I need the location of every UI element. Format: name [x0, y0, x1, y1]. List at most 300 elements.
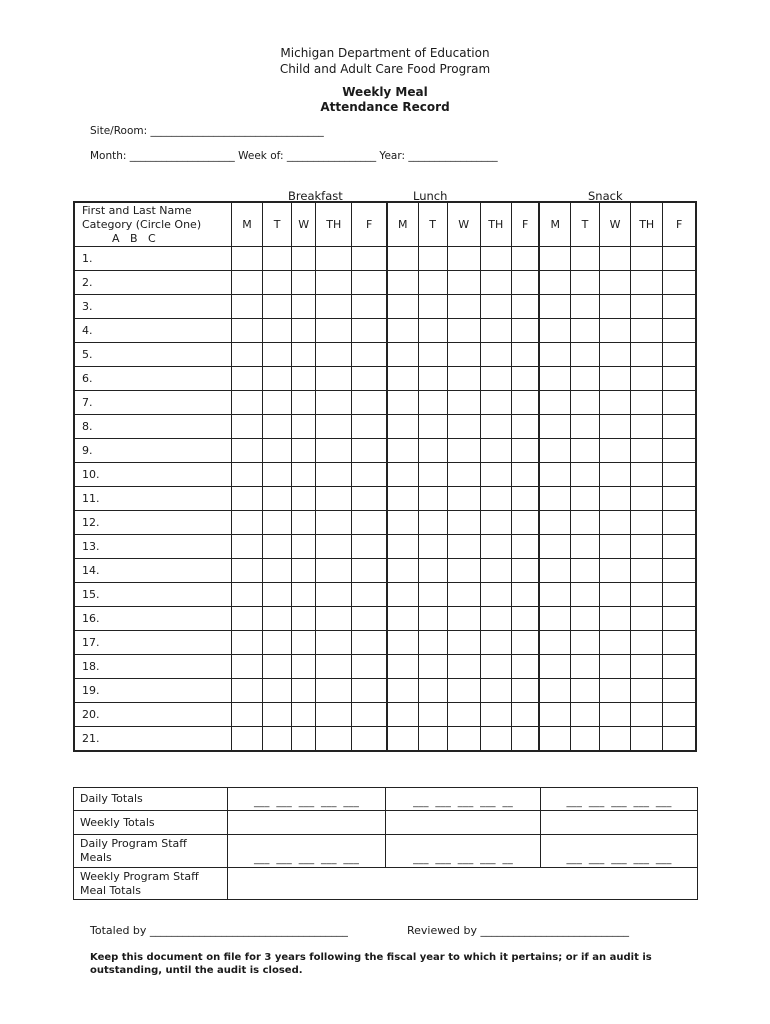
attendance-cell[interactable]	[316, 271, 352, 295]
attendance-cell[interactable]	[570, 319, 599, 343]
attendance-cell[interactable]	[263, 487, 292, 511]
attendance-cell[interactable]	[232, 583, 263, 607]
attendance-cell[interactable]	[352, 415, 387, 439]
attendance-cell[interactable]	[447, 247, 480, 271]
attendance-cell[interactable]	[387, 559, 418, 583]
participant-name-cell[interactable]: 10.	[74, 463, 232, 487]
attendance-cell[interactable]	[352, 319, 387, 343]
attendance-cell[interactable]	[600, 679, 631, 703]
attendance-cell[interactable]	[232, 439, 263, 463]
participant-name-cell[interactable]: 13.	[74, 535, 232, 559]
attendance-cell[interactable]	[480, 535, 511, 559]
attendance-cell[interactable]	[232, 319, 263, 343]
attendance-cell[interactable]	[600, 703, 631, 727]
attendance-cell[interactable]	[631, 607, 663, 631]
attendance-cell[interactable]	[600, 247, 631, 271]
attendance-cell[interactable]	[447, 631, 480, 655]
attendance-cell[interactable]	[511, 511, 539, 535]
attendance-cell[interactable]	[387, 391, 418, 415]
attendance-cell[interactable]	[387, 511, 418, 535]
attendance-cell[interactable]	[511, 343, 539, 367]
attendance-cell[interactable]	[539, 583, 570, 607]
attendance-cell[interactable]	[447, 319, 480, 343]
attendance-cell[interactable]	[539, 607, 570, 631]
attendance-cell[interactable]	[263, 367, 292, 391]
attendance-cell[interactable]	[387, 727, 418, 752]
attendance-cell[interactable]	[316, 295, 352, 319]
attendance-cell[interactable]	[352, 271, 387, 295]
attendance-cell[interactable]	[418, 319, 447, 343]
reviewed-by-field[interactable]: Reviewed by ___________________________	[407, 924, 629, 937]
attendance-cell[interactable]	[600, 727, 631, 752]
attendance-cell[interactable]	[511, 487, 539, 511]
attendance-cell[interactable]	[292, 583, 316, 607]
attendance-cell[interactable]	[447, 727, 480, 752]
attendance-cell[interactable]	[663, 679, 696, 703]
attendance-cell[interactable]	[600, 271, 631, 295]
attendance-cell[interactable]	[263, 655, 292, 679]
attendance-cell[interactable]	[663, 583, 696, 607]
attendance-cell[interactable]	[663, 655, 696, 679]
attendance-cell[interactable]	[631, 535, 663, 559]
attendance-cell[interactable]	[418, 271, 447, 295]
totaled-by-field[interactable]: Totaled by ____________________________________	[90, 924, 348, 937]
attendance-cell[interactable]	[631, 439, 663, 463]
daily-staff-lunch-blanks[interactable]: ___ ___ ___ ___ __	[386, 835, 541, 868]
attendance-cell[interactable]	[480, 727, 511, 752]
attendance-cell[interactable]	[292, 727, 316, 752]
attendance-cell[interactable]	[570, 415, 599, 439]
attendance-cell[interactable]	[292, 511, 316, 535]
attendance-cell[interactable]	[387, 271, 418, 295]
attendance-cell[interactable]	[663, 487, 696, 511]
attendance-cell[interactable]	[352, 535, 387, 559]
attendance-cell[interactable]	[447, 535, 480, 559]
attendance-cell[interactable]	[232, 655, 263, 679]
attendance-cell[interactable]	[418, 631, 447, 655]
attendance-cell[interactable]	[263, 463, 292, 487]
attendance-cell[interactable]	[263, 247, 292, 271]
participant-name-cell[interactable]: 1.	[74, 247, 232, 271]
attendance-cell[interactable]	[316, 343, 352, 367]
attendance-cell[interactable]	[539, 247, 570, 271]
attendance-cell[interactable]	[316, 247, 352, 271]
attendance-cell[interactable]	[600, 511, 631, 535]
attendance-cell[interactable]	[263, 511, 292, 535]
attendance-cell[interactable]	[539, 511, 570, 535]
attendance-cell[interactable]	[316, 583, 352, 607]
attendance-cell[interactable]	[387, 247, 418, 271]
attendance-cell[interactable]	[663, 295, 696, 319]
weekly-totals-breakfast-cell[interactable]	[228, 811, 386, 835]
attendance-cell[interactable]	[600, 655, 631, 679]
attendance-cell[interactable]	[263, 583, 292, 607]
daily-totals-breakfast-blanks[interactable]: ___ ___ ___ ___ ___	[228, 788, 386, 811]
attendance-cell[interactable]	[352, 655, 387, 679]
attendance-cell[interactable]	[292, 487, 316, 511]
attendance-cell[interactable]	[600, 295, 631, 319]
attendance-cell[interactable]	[631, 487, 663, 511]
attendance-cell[interactable]	[539, 271, 570, 295]
attendance-cell[interactable]	[263, 559, 292, 583]
attendance-cell[interactable]	[600, 343, 631, 367]
attendance-cell[interactable]	[631, 319, 663, 343]
attendance-cell[interactable]	[418, 391, 447, 415]
attendance-cell[interactable]	[352, 727, 387, 752]
attendance-cell[interactable]	[539, 631, 570, 655]
attendance-cell[interactable]	[387, 343, 418, 367]
attendance-cell[interactable]	[263, 679, 292, 703]
attendance-cell[interactable]	[631, 703, 663, 727]
attendance-cell[interactable]	[418, 247, 447, 271]
attendance-cell[interactable]	[480, 271, 511, 295]
attendance-cell[interactable]	[447, 607, 480, 631]
attendance-cell[interactable]	[600, 439, 631, 463]
attendance-cell[interactable]	[511, 295, 539, 319]
attendance-cell[interactable]	[292, 535, 316, 559]
attendance-cell[interactable]	[232, 295, 263, 319]
attendance-cell[interactable]	[418, 583, 447, 607]
attendance-cell[interactable]	[570, 535, 599, 559]
attendance-cell[interactable]	[539, 367, 570, 391]
attendance-cell[interactable]	[447, 559, 480, 583]
attendance-cell[interactable]	[631, 511, 663, 535]
attendance-cell[interactable]	[232, 607, 263, 631]
attendance-cell[interactable]	[570, 631, 599, 655]
participant-name-cell[interactable]: 2.	[74, 271, 232, 295]
attendance-cell[interactable]	[352, 439, 387, 463]
attendance-cell[interactable]	[387, 655, 418, 679]
attendance-cell[interactable]	[232, 487, 263, 511]
attendance-cell[interactable]	[352, 511, 387, 535]
participant-name-cell[interactable]: 6.	[74, 367, 232, 391]
attendance-cell[interactable]	[352, 583, 387, 607]
attendance-cell[interactable]	[292, 319, 316, 343]
attendance-cell[interactable]	[387, 487, 418, 511]
attendance-cell[interactable]	[663, 463, 696, 487]
attendance-cell[interactable]	[316, 463, 352, 487]
attendance-cell[interactable]	[511, 607, 539, 631]
attendance-cell[interactable]	[418, 655, 447, 679]
attendance-cell[interactable]	[480, 247, 511, 271]
attendance-cell[interactable]	[570, 583, 599, 607]
attendance-cell[interactable]	[418, 415, 447, 439]
attendance-cell[interactable]	[539, 439, 570, 463]
participant-name-cell[interactable]: 14.	[74, 559, 232, 583]
attendance-cell[interactable]	[387, 703, 418, 727]
attendance-cell[interactable]	[570, 607, 599, 631]
attendance-cell[interactable]	[232, 703, 263, 727]
attendance-cell[interactable]	[292, 631, 316, 655]
attendance-cell[interactable]	[292, 607, 316, 631]
attendance-cell[interactable]	[387, 631, 418, 655]
attendance-cell[interactable]	[292, 247, 316, 271]
attendance-cell[interactable]	[600, 583, 631, 607]
attendance-cell[interactable]	[232, 559, 263, 583]
attendance-cell[interactable]	[263, 295, 292, 319]
attendance-cell[interactable]	[418, 679, 447, 703]
attendance-cell[interactable]	[263, 391, 292, 415]
attendance-cell[interactable]	[631, 727, 663, 752]
attendance-cell[interactable]	[600, 391, 631, 415]
attendance-cell[interactable]	[600, 487, 631, 511]
attendance-cell[interactable]	[447, 343, 480, 367]
attendance-cell[interactable]	[539, 655, 570, 679]
attendance-cell[interactable]	[663, 607, 696, 631]
attendance-cell[interactable]	[631, 583, 663, 607]
attendance-cell[interactable]	[570, 391, 599, 415]
attendance-cell[interactable]	[418, 511, 447, 535]
daily-staff-snack-blanks[interactable]: ___ ___ ___ ___ ___	[541, 835, 698, 868]
attendance-cell[interactable]	[387, 367, 418, 391]
attendance-cell[interactable]	[352, 367, 387, 391]
attendance-cell[interactable]	[447, 463, 480, 487]
daily-staff-breakfast-blanks[interactable]: ___ ___ ___ ___ ___	[228, 835, 386, 868]
daily-totals-snack-blanks[interactable]: ___ ___ ___ ___ ___	[541, 788, 698, 811]
attendance-cell[interactable]	[480, 343, 511, 367]
attendance-cell[interactable]	[663, 343, 696, 367]
attendance-cell[interactable]	[232, 415, 263, 439]
attendance-cell[interactable]	[539, 415, 570, 439]
attendance-cell[interactable]	[316, 415, 352, 439]
attendance-cell[interactable]	[352, 295, 387, 319]
attendance-cell[interactable]	[663, 727, 696, 752]
participant-name-cell[interactable]: 19.	[74, 679, 232, 703]
attendance-cell[interactable]	[447, 415, 480, 439]
attendance-cell[interactable]	[387, 607, 418, 631]
attendance-cell[interactable]	[387, 583, 418, 607]
attendance-cell[interactable]	[447, 367, 480, 391]
attendance-cell[interactable]	[631, 463, 663, 487]
attendance-cell[interactable]	[600, 319, 631, 343]
attendance-cell[interactable]	[352, 247, 387, 271]
attendance-cell[interactable]	[387, 679, 418, 703]
attendance-cell[interactable]	[663, 391, 696, 415]
participant-name-cell[interactable]: 12.	[74, 511, 232, 535]
attendance-cell[interactable]	[316, 679, 352, 703]
attendance-cell[interactable]	[387, 319, 418, 343]
attendance-cell[interactable]	[418, 343, 447, 367]
attendance-cell[interactable]	[631, 559, 663, 583]
attendance-cell[interactable]	[232, 463, 263, 487]
attendance-cell[interactable]	[570, 559, 599, 583]
attendance-cell[interactable]	[387, 295, 418, 319]
participant-name-cell[interactable]: 15.	[74, 583, 232, 607]
attendance-cell[interactable]	[418, 703, 447, 727]
attendance-cell[interactable]	[511, 631, 539, 655]
attendance-cell[interactable]	[418, 607, 447, 631]
attendance-cell[interactable]	[447, 391, 480, 415]
attendance-cell[interactable]	[418, 439, 447, 463]
attendance-cell[interactable]	[232, 679, 263, 703]
attendance-cell[interactable]	[570, 463, 599, 487]
attendance-cell[interactable]	[570, 271, 599, 295]
attendance-cell[interactable]	[292, 367, 316, 391]
attendance-cell[interactable]	[352, 631, 387, 655]
attendance-cell[interactable]	[447, 271, 480, 295]
participant-name-cell[interactable]: 3.	[74, 295, 232, 319]
attendance-cell[interactable]	[480, 607, 511, 631]
attendance-cell[interactable]	[511, 727, 539, 752]
attendance-cell[interactable]	[447, 679, 480, 703]
attendance-cell[interactable]	[418, 727, 447, 752]
attendance-cell[interactable]	[263, 415, 292, 439]
attendance-cell[interactable]	[600, 535, 631, 559]
attendance-cell[interactable]	[570, 295, 599, 319]
attendance-cell[interactable]	[663, 247, 696, 271]
attendance-cell[interactable]	[663, 535, 696, 559]
attendance-cell[interactable]	[511, 703, 539, 727]
attendance-cell[interactable]	[570, 703, 599, 727]
attendance-cell[interactable]	[292, 679, 316, 703]
attendance-cell[interactable]	[663, 319, 696, 343]
attendance-cell[interactable]	[539, 727, 570, 752]
attendance-cell[interactable]	[480, 679, 511, 703]
attendance-cell[interactable]	[570, 343, 599, 367]
attendance-cell[interactable]	[316, 319, 352, 343]
attendance-cell[interactable]	[511, 439, 539, 463]
attendance-cell[interactable]	[570, 247, 599, 271]
attendance-cell[interactable]	[511, 319, 539, 343]
attendance-cell[interactable]	[631, 343, 663, 367]
attendance-cell[interactable]	[539, 343, 570, 367]
attendance-cell[interactable]	[232, 271, 263, 295]
attendance-cell[interactable]	[539, 391, 570, 415]
site-room-field[interactable]: Site/Room: _________________________________	[90, 125, 324, 137]
attendance-cell[interactable]	[480, 583, 511, 607]
attendance-cell[interactable]	[663, 271, 696, 295]
attendance-cell[interactable]	[663, 511, 696, 535]
participant-name-cell[interactable]: 18.	[74, 655, 232, 679]
attendance-cell[interactable]	[232, 535, 263, 559]
attendance-cell[interactable]	[539, 535, 570, 559]
attendance-cell[interactable]	[316, 439, 352, 463]
attendance-cell[interactable]	[352, 487, 387, 511]
attendance-cell[interactable]	[570, 511, 599, 535]
attendance-cell[interactable]	[631, 655, 663, 679]
attendance-cell[interactable]	[292, 655, 316, 679]
attendance-cell[interactable]	[539, 295, 570, 319]
attendance-cell[interactable]	[631, 631, 663, 655]
daily-totals-lunch-blanks[interactable]: ___ ___ ___ ___ __	[386, 788, 541, 811]
weekly-staff-total-cell[interactable]	[228, 868, 698, 900]
attendance-cell[interactable]	[480, 559, 511, 583]
attendance-cell[interactable]	[511, 391, 539, 415]
participant-name-cell[interactable]: 4.	[74, 319, 232, 343]
attendance-cell[interactable]	[447, 703, 480, 727]
attendance-cell[interactable]	[292, 703, 316, 727]
attendance-cell[interactable]	[387, 439, 418, 463]
attendance-cell[interactable]	[316, 703, 352, 727]
attendance-cell[interactable]	[232, 511, 263, 535]
attendance-cell[interactable]	[511, 559, 539, 583]
attendance-cell[interactable]	[263, 343, 292, 367]
attendance-cell[interactable]	[539, 679, 570, 703]
attendance-cell[interactable]	[316, 607, 352, 631]
attendance-cell[interactable]	[480, 463, 511, 487]
attendance-cell[interactable]	[316, 631, 352, 655]
attendance-cell[interactable]	[418, 535, 447, 559]
attendance-cell[interactable]	[263, 703, 292, 727]
attendance-cell[interactable]	[600, 559, 631, 583]
attendance-cell[interactable]	[480, 511, 511, 535]
attendance-cell[interactable]	[292, 391, 316, 415]
attendance-cell[interactable]	[418, 367, 447, 391]
attendance-cell[interactable]	[232, 247, 263, 271]
participant-name-cell[interactable]: 7.	[74, 391, 232, 415]
attendance-cell[interactable]	[480, 487, 511, 511]
attendance-cell[interactable]	[292, 559, 316, 583]
attendance-cell[interactable]	[663, 415, 696, 439]
attendance-cell[interactable]	[631, 391, 663, 415]
attendance-cell[interactable]	[292, 343, 316, 367]
attendance-cell[interactable]	[447, 487, 480, 511]
attendance-cell[interactable]	[511, 367, 539, 391]
attendance-cell[interactable]	[511, 655, 539, 679]
attendance-cell[interactable]	[418, 295, 447, 319]
attendance-cell[interactable]	[316, 487, 352, 511]
attendance-cell[interactable]	[352, 703, 387, 727]
attendance-cell[interactable]	[316, 511, 352, 535]
participant-name-cell[interactable]: 20.	[74, 703, 232, 727]
attendance-cell[interactable]	[447, 511, 480, 535]
attendance-cell[interactable]	[511, 679, 539, 703]
attendance-cell[interactable]	[387, 463, 418, 487]
attendance-cell[interactable]	[631, 367, 663, 391]
participant-name-cell[interactable]: 17.	[74, 631, 232, 655]
participant-name-cell[interactable]: 9.	[74, 439, 232, 463]
attendance-cell[interactable]	[263, 631, 292, 655]
attendance-cell[interactable]	[511, 535, 539, 559]
attendance-cell[interactable]	[292, 463, 316, 487]
attendance-cell[interactable]	[539, 319, 570, 343]
attendance-cell[interactable]	[316, 367, 352, 391]
participant-name-cell[interactable]: 8.	[74, 415, 232, 439]
attendance-cell[interactable]	[663, 631, 696, 655]
month-week-year-field[interactable]: Month: ____________________ Week of: _________________ Year: _________________	[90, 150, 498, 162]
attendance-cell[interactable]	[600, 415, 631, 439]
attendance-cell[interactable]	[663, 559, 696, 583]
attendance-cell[interactable]	[570, 655, 599, 679]
attendance-cell[interactable]	[570, 367, 599, 391]
attendance-cell[interactable]	[232, 367, 263, 391]
participant-name-cell[interactable]: 11.	[74, 487, 232, 511]
attendance-cell[interactable]	[480, 319, 511, 343]
weekly-totals-lunch-cell[interactable]	[386, 811, 541, 835]
attendance-cell[interactable]	[316, 727, 352, 752]
attendance-cell[interactable]	[631, 415, 663, 439]
attendance-cell[interactable]	[232, 343, 263, 367]
participant-name-cell[interactable]: 5.	[74, 343, 232, 367]
attendance-cell[interactable]	[292, 415, 316, 439]
participant-name-cell[interactable]: 16.	[74, 607, 232, 631]
attendance-cell[interactable]	[511, 583, 539, 607]
attendance-cell[interactable]	[600, 631, 631, 655]
attendance-cell[interactable]	[539, 463, 570, 487]
attendance-cell[interactable]	[480, 703, 511, 727]
attendance-cell[interactable]	[352, 679, 387, 703]
attendance-cell[interactable]	[570, 439, 599, 463]
attendance-cell[interactable]	[316, 535, 352, 559]
attendance-cell[interactable]	[600, 607, 631, 631]
attendance-cell[interactable]	[663, 439, 696, 463]
attendance-cell[interactable]	[292, 439, 316, 463]
attendance-cell[interactable]	[631, 247, 663, 271]
attendance-cell[interactable]	[263, 727, 292, 752]
attendance-cell[interactable]	[352, 607, 387, 631]
attendance-cell[interactable]	[232, 631, 263, 655]
attendance-cell[interactable]	[631, 271, 663, 295]
